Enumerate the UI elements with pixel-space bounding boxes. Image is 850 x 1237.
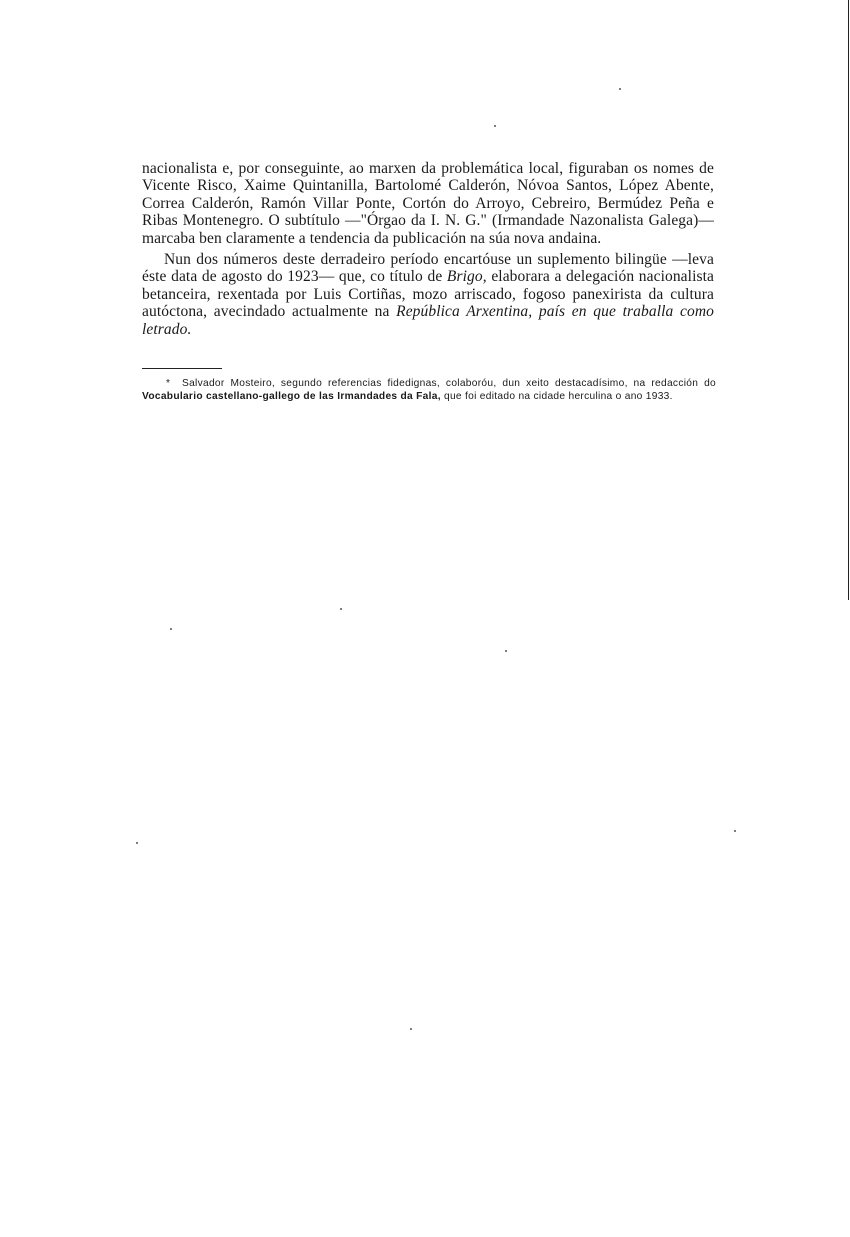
- scan-speck: [410, 1028, 412, 1030]
- footnote-book-title: Vocabulario castellano-gallego de las Irmandades da Fala,: [142, 391, 441, 402]
- country-name: República Arxentina,: [396, 303, 533, 321]
- publication-title-brigo: Brigo,: [446, 268, 487, 286]
- scan-speck: [505, 650, 507, 652]
- scan-speck: [734, 830, 736, 832]
- scan-speck: [340, 608, 342, 610]
- scan-speck: [170, 628, 172, 630]
- footnote: [142, 377, 716, 403]
- paragraph-2-ending: país en que traballa como letrado.: [142, 303, 714, 338]
- scan-speck: [619, 88, 621, 90]
- paragraph-2-text-b: elaborara a delegación nacionalista betanceira, rexentada por Luis Cortiñas, mozo arriscado, fogoso panexirista da cultura autóctona, avecindado actualmente na: [142, 268, 714, 321]
- footnote-text-b: que foi editado na cidade herculina o ano 1933.: [440, 391, 673, 402]
- footnote-marker: *: [166, 378, 171, 389]
- scan-speck: [494, 125, 496, 127]
- scan-speck: [136, 842, 138, 844]
- paragraph-2: [142, 251, 714, 338]
- footnote-separator: [142, 368, 222, 369]
- paragraph-2-text-a: Nun dos números deste derradeiro período encartóuse un suplemento bilingüe —leva éste data de agosto do 1923— que, co título de: [142, 251, 714, 286]
- footnote-text-a: Salvador Mosteiro, segundo referencias fidedignas, colaboróu, dun xeito destacadísimo, na redacción do: [181, 378, 716, 389]
- page-edge-line: [848, 0, 849, 600]
- paragraph-1: nacionalista e, por conseguinte, ao marxen da problemática local, figuraban os nomes de Vicente Risco, Xaime Quintanilla, Bartolomé Calderón, Nóvoa Santos, López Abente, Correa Calderón, Ramón Villar Ponte, Cortón do Arroyo, Cebreiro, Bermúdez Peña e Ribas Montenegro. O subtítulo —"Órgao da I. N. G." (Irmandade Nazonalista Galega)— marcaba ben claramente a tendencia da publicación na súa nova andaina.: [142, 160, 714, 247]
- main-text: [142, 160, 714, 338]
